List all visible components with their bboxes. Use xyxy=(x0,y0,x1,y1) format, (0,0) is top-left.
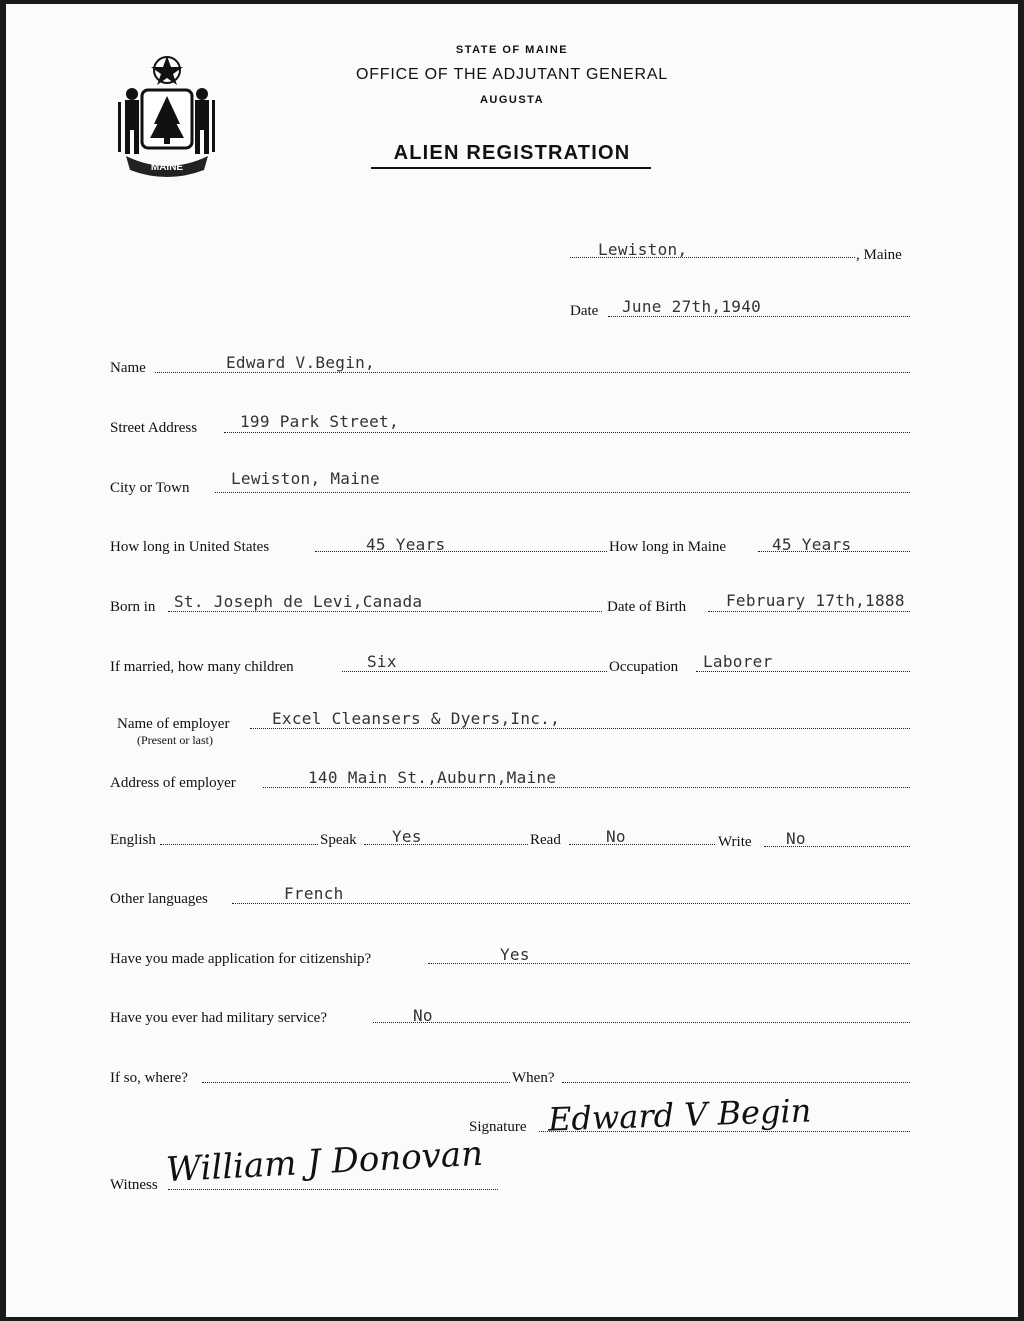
write-value: No xyxy=(786,829,806,848)
witness-label: Witness xyxy=(110,1177,158,1193)
witness-line xyxy=(168,1189,498,1190)
dob-value: February 17th,1888 xyxy=(726,591,905,610)
employer-sublabel: (Present or last) xyxy=(137,733,213,747)
header-office: OFFICE OF THE ADJUTANT GENERAL xyxy=(355,66,669,83)
occupation-line xyxy=(696,671,910,672)
children-line xyxy=(342,671,607,672)
employer-address-label: Address of employer xyxy=(110,775,236,791)
where-line xyxy=(202,1082,510,1083)
english-line xyxy=(160,844,318,845)
military-label: Have you ever had military service? xyxy=(110,1010,327,1026)
employer-address-line xyxy=(263,787,910,788)
date-value: June 27th,1940 xyxy=(622,297,762,316)
citizenship-label: Have you made application for citizenship? xyxy=(110,951,372,967)
city-label: City or Town xyxy=(110,480,190,496)
location-value: Lewiston, xyxy=(598,240,688,259)
occupation-value: Laborer xyxy=(703,652,773,671)
when-line xyxy=(562,1082,910,1083)
other-languages-line xyxy=(232,903,910,904)
date-label: Date xyxy=(570,303,599,319)
how-long-maine-label: How long in Maine xyxy=(609,539,727,555)
name-value: Edward V.Begin, xyxy=(226,353,375,372)
speak-label: Speak xyxy=(320,832,357,848)
city-line xyxy=(215,492,910,493)
how-long-us-line xyxy=(315,551,607,552)
how-long-maine-value: 45 Years xyxy=(772,535,852,554)
witness-signature: William J Donovan xyxy=(165,1133,484,1191)
name-label: Name xyxy=(110,360,146,376)
read-label: Read xyxy=(530,832,561,848)
dob-line xyxy=(708,611,910,612)
born-in-label: Born in xyxy=(110,599,156,615)
applicant-signature: Edward V Begin xyxy=(547,1091,812,1139)
how-long-us-value: 45 Years xyxy=(366,535,446,554)
other-languages-value: French xyxy=(284,884,344,903)
how-long-us-label: How long in United States xyxy=(110,539,270,555)
seal-banner-text: MAINE xyxy=(150,162,184,173)
street-line xyxy=(224,432,910,433)
born-in-line xyxy=(168,611,602,612)
city-value: Lewiston, Maine xyxy=(231,469,380,488)
children-value: Six xyxy=(367,652,397,671)
name-line xyxy=(155,372,910,373)
speak-value: Yes xyxy=(392,827,422,846)
military-value: No xyxy=(413,1006,433,1025)
location-suffix: , Maine xyxy=(856,247,902,263)
signature-label: Signature xyxy=(469,1119,527,1135)
employer-value: Excel Cleansers & Dyers,Inc., xyxy=(272,709,561,728)
write-label: Write xyxy=(718,834,752,850)
employer-label: Name of employer xyxy=(117,716,230,732)
form-title: ALIEN REGISTRATION xyxy=(393,142,631,164)
born-in-value: St. Joseph de Levi,Canada xyxy=(174,592,423,611)
employer-line xyxy=(250,728,910,729)
read-value: No xyxy=(606,827,626,846)
header-city: AUGUSTA xyxy=(479,94,545,106)
employer-address-value: 140 Main St.,Auburn,Maine xyxy=(308,768,557,787)
street-value: 199 Park Street, xyxy=(240,412,399,431)
english-label: English xyxy=(110,832,156,848)
dob-label: Date of Birth xyxy=(607,599,687,615)
title-underline xyxy=(371,167,651,169)
street-label: Street Address xyxy=(110,420,198,436)
citizenship-value: Yes xyxy=(500,945,530,964)
header-state: STATE OF MAINE xyxy=(455,44,569,56)
children-label: If married, how many children xyxy=(110,659,294,675)
other-languages-label: Other languages xyxy=(110,891,208,907)
when-label: When? xyxy=(512,1070,555,1086)
military-line xyxy=(373,1022,910,1023)
read-line xyxy=(569,844,715,845)
date-line xyxy=(608,316,910,317)
speak-line xyxy=(364,844,528,845)
occupation-label: Occupation xyxy=(609,659,679,675)
where-label: If so, where? xyxy=(110,1070,188,1086)
